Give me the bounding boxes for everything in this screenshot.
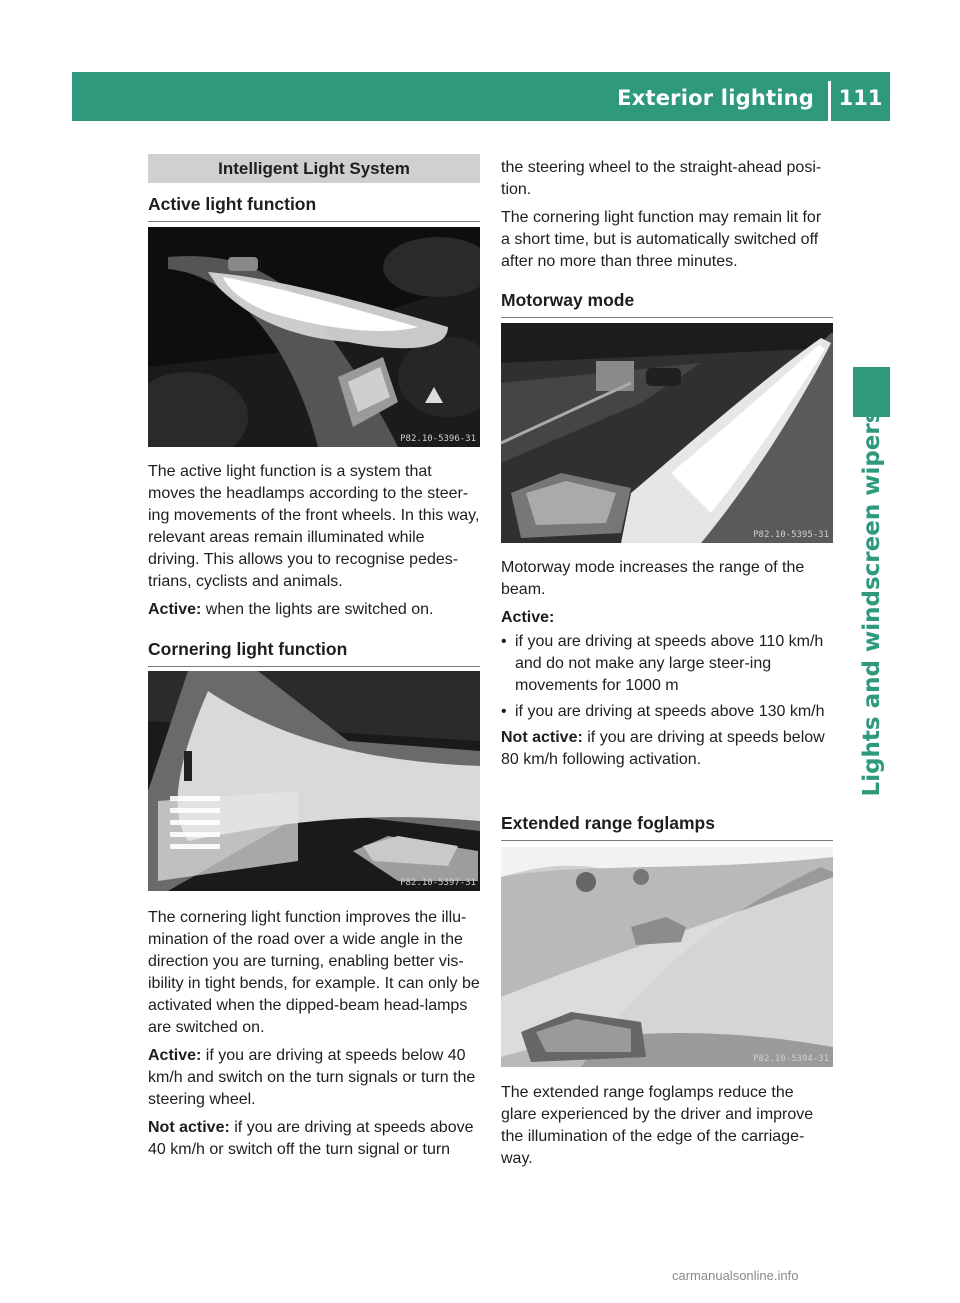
illustration-extended-foglamps bbox=[501, 847, 833, 1067]
active-light-body bbox=[148, 461, 480, 627]
active-label: Active: bbox=[148, 601, 202, 618]
page-number: 111 bbox=[838, 86, 883, 110]
bullet-marker: • bbox=[501, 703, 507, 720]
active-text: if you are driving at speeds below 40 km/h and switch on the turn signals or turn the steering wheel. bbox=[148, 1047, 476, 1108]
bullet-marker: • bbox=[501, 633, 507, 650]
bullet-text: if you are driving at speeds above 130 km/h bbox=[515, 703, 825, 720]
active-label: Active: bbox=[148, 1047, 202, 1064]
not-active-label: Not active: bbox=[148, 1119, 230, 1136]
motorway-paragraph: Motorway mode increases the range of the beam. bbox=[501, 559, 805, 598]
bullet-item bbox=[501, 631, 833, 697]
motorway-active-label bbox=[501, 607, 833, 629]
heading-extended-foglamps: Extended range foglamps bbox=[501, 813, 833, 841]
active-light-status bbox=[148, 599, 480, 621]
heading-motorway-mode: Motorway mode bbox=[501, 290, 833, 318]
section-bar: Intelligent Light System bbox=[148, 154, 480, 183]
active-label: Active: bbox=[501, 609, 555, 626]
chapter-side-label: Lights and windscreen wipers bbox=[859, 409, 885, 796]
continued-paragraph-2: The cornering light function may remain lit for a short time, but is automatically switched off after no more than three minutes. bbox=[501, 209, 822, 270]
foglamps-paragraph: The extended range foglamps reduce the glare experienced by the driver and improve the illumination of the edge of the carriage-way. bbox=[501, 1084, 814, 1167]
continued-body bbox=[501, 157, 833, 279]
chapter-side-title bbox=[850, 409, 894, 796]
cornering-active bbox=[148, 1045, 480, 1111]
cornering-not-active bbox=[148, 1117, 480, 1161]
not-active-text: if you are driving at speeds below 80 km/h following activation. bbox=[501, 729, 825, 768]
not-active-text: if you are driving at speeds above 40 km/h or switch off the turn signal or turn bbox=[148, 1119, 474, 1158]
illustration-active-light bbox=[148, 227, 480, 447]
cornering-paragraph: The cornering light function improves the illu-mination of the road over a wide angle in the direction you are turning, enabling better vis-ibility in tight bends, for example. It can only be activated when the dipped-beam head-lamps are switched on. bbox=[148, 909, 480, 1036]
heading-cornering-light: Cornering light function bbox=[148, 639, 480, 667]
image-code: P82.10-5394-31 bbox=[753, 1054, 829, 1064]
active-light-paragraph: The active light function is a system that moves the headlamps according to the steer-ing movements of the front wheels. In this way, relevant areas remain illuminated while driving. This allows you to recognise pedes-trians, cyclists and animals. bbox=[148, 463, 480, 590]
heading-active-light: Active light function bbox=[148, 194, 480, 222]
image-code: P82.10-5397-31 bbox=[400, 878, 476, 888]
footer-watermark: carmanualsonline.info bbox=[672, 1268, 799, 1283]
continued-paragraph-1: the steering wheel to the straight-ahead posi-tion. bbox=[501, 159, 822, 198]
bullet-item bbox=[501, 701, 833, 723]
not-active-label: Not active: bbox=[501, 729, 583, 746]
image-code: P82.10-5396-31 bbox=[400, 434, 476, 444]
active-text: when the lights are switched on. bbox=[201, 601, 434, 618]
motorway-body bbox=[501, 557, 833, 777]
illustration-motorway-mode bbox=[501, 323, 833, 543]
bullet-text: if you are driving at speeds above 110 km/h and do not make any large steer-ing movements for 1000 m bbox=[515, 633, 824, 694]
illustration-cornering-light bbox=[148, 671, 480, 891]
image-code: P82.10-5395-31 bbox=[753, 530, 829, 540]
cornering-body bbox=[148, 907, 480, 1167]
section-title: Exterior lighting bbox=[617, 86, 814, 110]
header-bar bbox=[72, 72, 890, 121]
foglamps-body bbox=[501, 1082, 833, 1176]
motorway-not-active bbox=[501, 727, 833, 771]
